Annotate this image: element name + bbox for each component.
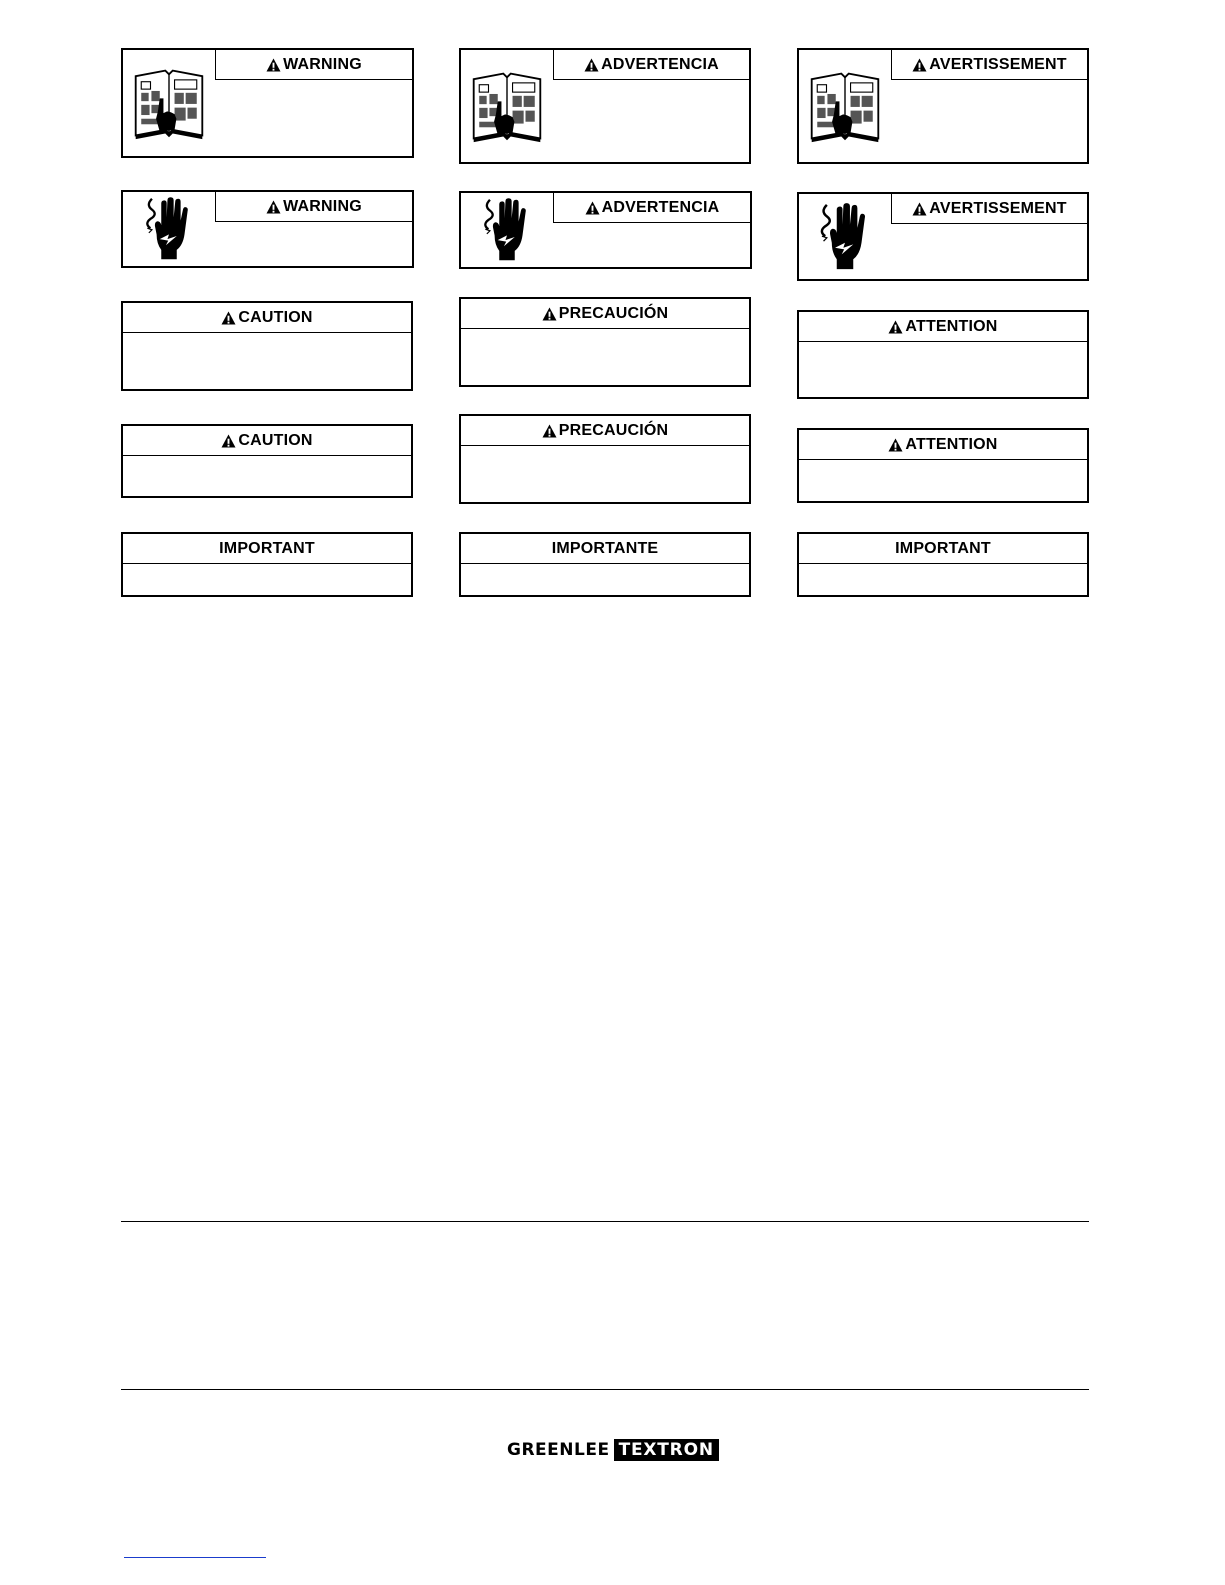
warning-triangle-icon	[888, 438, 903, 452]
warning-label: WARNING	[283, 197, 362, 215]
warning-read-manual-en	[121, 48, 414, 158]
important-box-fr	[797, 532, 1089, 597]
read-manual-icon	[123, 50, 215, 156]
warning-label: WARNING	[283, 55, 362, 73]
warning-triangle-icon	[585, 201, 600, 215]
warning-shock-es	[459, 191, 752, 269]
electric-shock-hand-icon	[123, 192, 215, 266]
warning-shock-fr	[797, 192, 1089, 281]
caution-label: CAUTION	[238, 431, 313, 449]
importante-label: IMPORTANTE	[551, 539, 659, 557]
caution-box-en-1	[121, 301, 413, 391]
warning-triangle-icon	[912, 202, 927, 216]
divider-bottom	[121, 1389, 1089, 1390]
warning-read-manual-es	[459, 48, 751, 164]
divider-top	[121, 1221, 1089, 1222]
advertencia-label: ADVERTENCIA	[601, 55, 719, 73]
link-underline[interactable]	[124, 1557, 266, 1558]
warning-triangle-icon	[888, 320, 903, 334]
important-label: IMPORTANT	[895, 539, 991, 557]
electric-shock-hand-icon	[461, 193, 553, 267]
brand-name: GREENLEE	[507, 1440, 610, 1460]
advertencia-label: ADVERTENCIA	[601, 198, 720, 216]
attention-box-fr-1	[797, 310, 1089, 399]
read-manual-icon	[461, 50, 553, 162]
caution-box-en-2	[121, 424, 413, 498]
precaucion-label: PRECAUCIÓN	[558, 421, 669, 439]
greenlee-textron-logo	[507, 1439, 719, 1461]
avertissement-label: AVERTISSEMENT	[929, 55, 1067, 73]
important-box-en	[121, 532, 413, 597]
attention-label: ATTENTION	[905, 435, 998, 453]
electric-shock-hand-icon	[799, 194, 891, 279]
warning-shock-en	[121, 190, 414, 268]
attention-label: ATTENTION	[905, 317, 998, 335]
caution-label: CAUTION	[238, 308, 313, 326]
brand-box: TEXTRON	[614, 1439, 719, 1461]
precaucion-box-es-2	[459, 414, 751, 504]
warning-read-manual-fr	[797, 48, 1089, 164]
warning-triangle-icon	[221, 434, 236, 448]
warning-triangle-icon	[266, 58, 281, 72]
warning-triangle-icon	[266, 200, 281, 214]
precaucion-label: PRECAUCIÓN	[558, 304, 669, 322]
read-manual-icon	[799, 50, 891, 162]
avertissement-label: AVERTISSEMENT	[929, 199, 1067, 217]
warning-triangle-icon	[542, 424, 557, 438]
important-label: IMPORTANT	[219, 539, 315, 557]
warning-triangle-icon	[221, 311, 236, 325]
precaucion-box-es-1	[459, 297, 751, 387]
importante-box-es	[459, 532, 751, 597]
warning-triangle-icon	[584, 58, 599, 72]
warning-triangle-icon	[912, 58, 927, 72]
warning-triangle-icon	[542, 307, 557, 321]
attention-box-fr-2	[797, 428, 1089, 503]
